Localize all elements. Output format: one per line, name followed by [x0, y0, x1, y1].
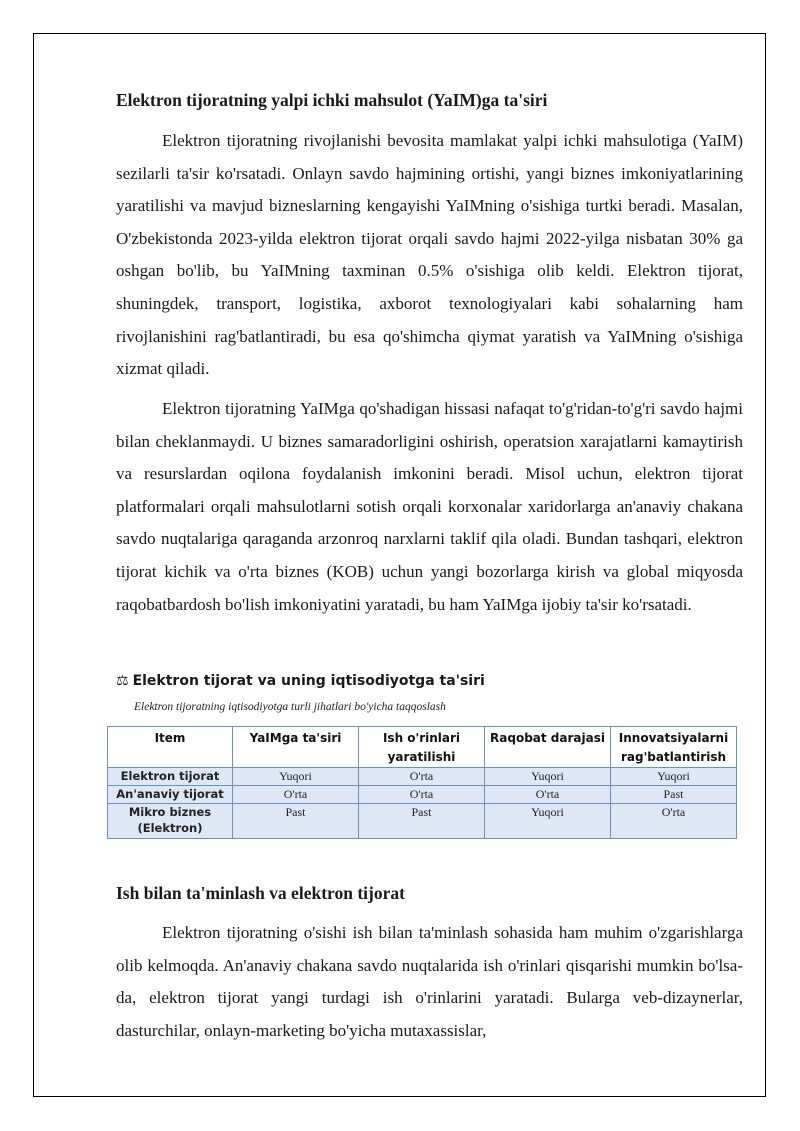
section-heading-employment: Ish bilan ta'minlash va elektron tijorat	[116, 883, 405, 903]
table-cell: Yuqori	[485, 804, 611, 839]
header-job-creation: Ish o'rinlari yaratilishi	[359, 727, 485, 768]
table-header-row	[108, 727, 737, 768]
table-row	[108, 786, 737, 804]
table-title	[116, 671, 485, 691]
table-cell: O'rta	[359, 768, 485, 786]
row-label: Mikro biznes (Elektron)	[108, 804, 233, 839]
table-cell: Past	[233, 804, 359, 839]
table-cell: Yuqori	[233, 768, 359, 786]
table-row	[108, 804, 737, 839]
header-innovation: Innovatsiyalarni rag'batlantirish	[611, 727, 737, 768]
table-cell: Past	[359, 804, 485, 839]
table-cell: Past	[611, 786, 737, 804]
paragraph-gdp-1: Elektron tijoratning rivojlanishi bevosita mamlakat yalpi ichki mahsulotiga (YaIM) sezilarli ta'sir ko'rsatadi. Onlayn savdo hajmining ortishi, yangi biznes imkoniyatlarining yaratilishi va mavjud bizneslarning kengayishi YaIMning o'sishiga turtki beradi. Masalan, O'zbekistonda 2023-yilda elektron tijorat orqali savdo hajmi 2022-yilga nisbatan 30% ga oshgan bo'lib, bu YaIMning taxminan 0.5% o'sishiga olib keldi. Elektron tijorat, shuningdek, transport, logistika, axborot texnologiyalari kabi sohalarning ham rivojlanishini rag'batlantiradi, bu esa qo'shimcha qiymat yaratish va YaIMning o'sishiga xizmat qiladi.	[116, 131, 743, 379]
paragraph-gdp-2: Elektron tijoratning YaIMga qo'shadigan hissasi nafaqat to'g'ridan-to'g'ri savdo hajmi bilan cheklanmaydi. U biznes samaradorligini oshirish, operatsion xarajatlarni kamaytirish va resurslardan oqilona foydalanish imkonini beradi. Misol uchun, elektron tijorat platformalari orqali mahsulotlarni sotish orqali korxonalar xaridorlarga an'anaviy chakana savdo nuqtalariga qaraganda arzonroq narxlarni taklif qila oladi. Bundan tashqari, elektron tijorat kichik va o'rta biznes (KOB) uchun yangi bozorlarga kirish va global miqyosda raqobatbardosh bo'lish imkoniyatini yaratadi, bu ham YaIMga ijobiy ta'sir ko'rsatadi.	[116, 399, 743, 614]
table-cell: O'rta	[611, 804, 737, 839]
table-caption: Elektron tijoratning iqtisodiyotga turli jihatlari bo'yicha taqqoslash	[134, 701, 446, 713]
comparison-table	[107, 726, 737, 839]
table-cell: O'rta	[485, 786, 611, 804]
row-label: An'anaviy tijorat	[108, 786, 233, 804]
table-cell: O'rta	[233, 786, 359, 804]
table-cell: Yuqori	[485, 768, 611, 786]
scales-icon: ⚖	[116, 673, 129, 689]
header-item: Item	[108, 727, 233, 768]
table-cell: Yuqori	[611, 768, 737, 786]
paragraph-employment: Elektron tijoratning o'sishi ish bilan ta'minlash sohasida ham muhim o'zgarishlarga olib kelmoqda. An'anaviy chakana savdo nuqtalarida ish o'rinlari qisqarishi mumkin bo'lsa-da, elektron tijorat yangi turdagi ish o'rinlarini yaratadi. Bularga veb-dizaynerlar, dasturchilar, onlayn-marketing bo'yicha mutaxassislar,	[116, 923, 743, 1040]
header-competition-level: Raqobat darajasi	[485, 727, 611, 768]
section-heading-gdp: Elektron tijoratning yalpi ichki mahsulot (YaIM)ga ta'siri	[116, 90, 548, 110]
table-title-text: Elektron tijorat va uning iqtisodiyotga ta'siri	[132, 673, 485, 689]
row-label: Elektron tijorat	[108, 768, 233, 786]
header-gdp-impact: YaIMga ta'siri	[233, 727, 359, 768]
table-cell: O'rta	[359, 786, 485, 804]
table-row	[108, 768, 737, 786]
